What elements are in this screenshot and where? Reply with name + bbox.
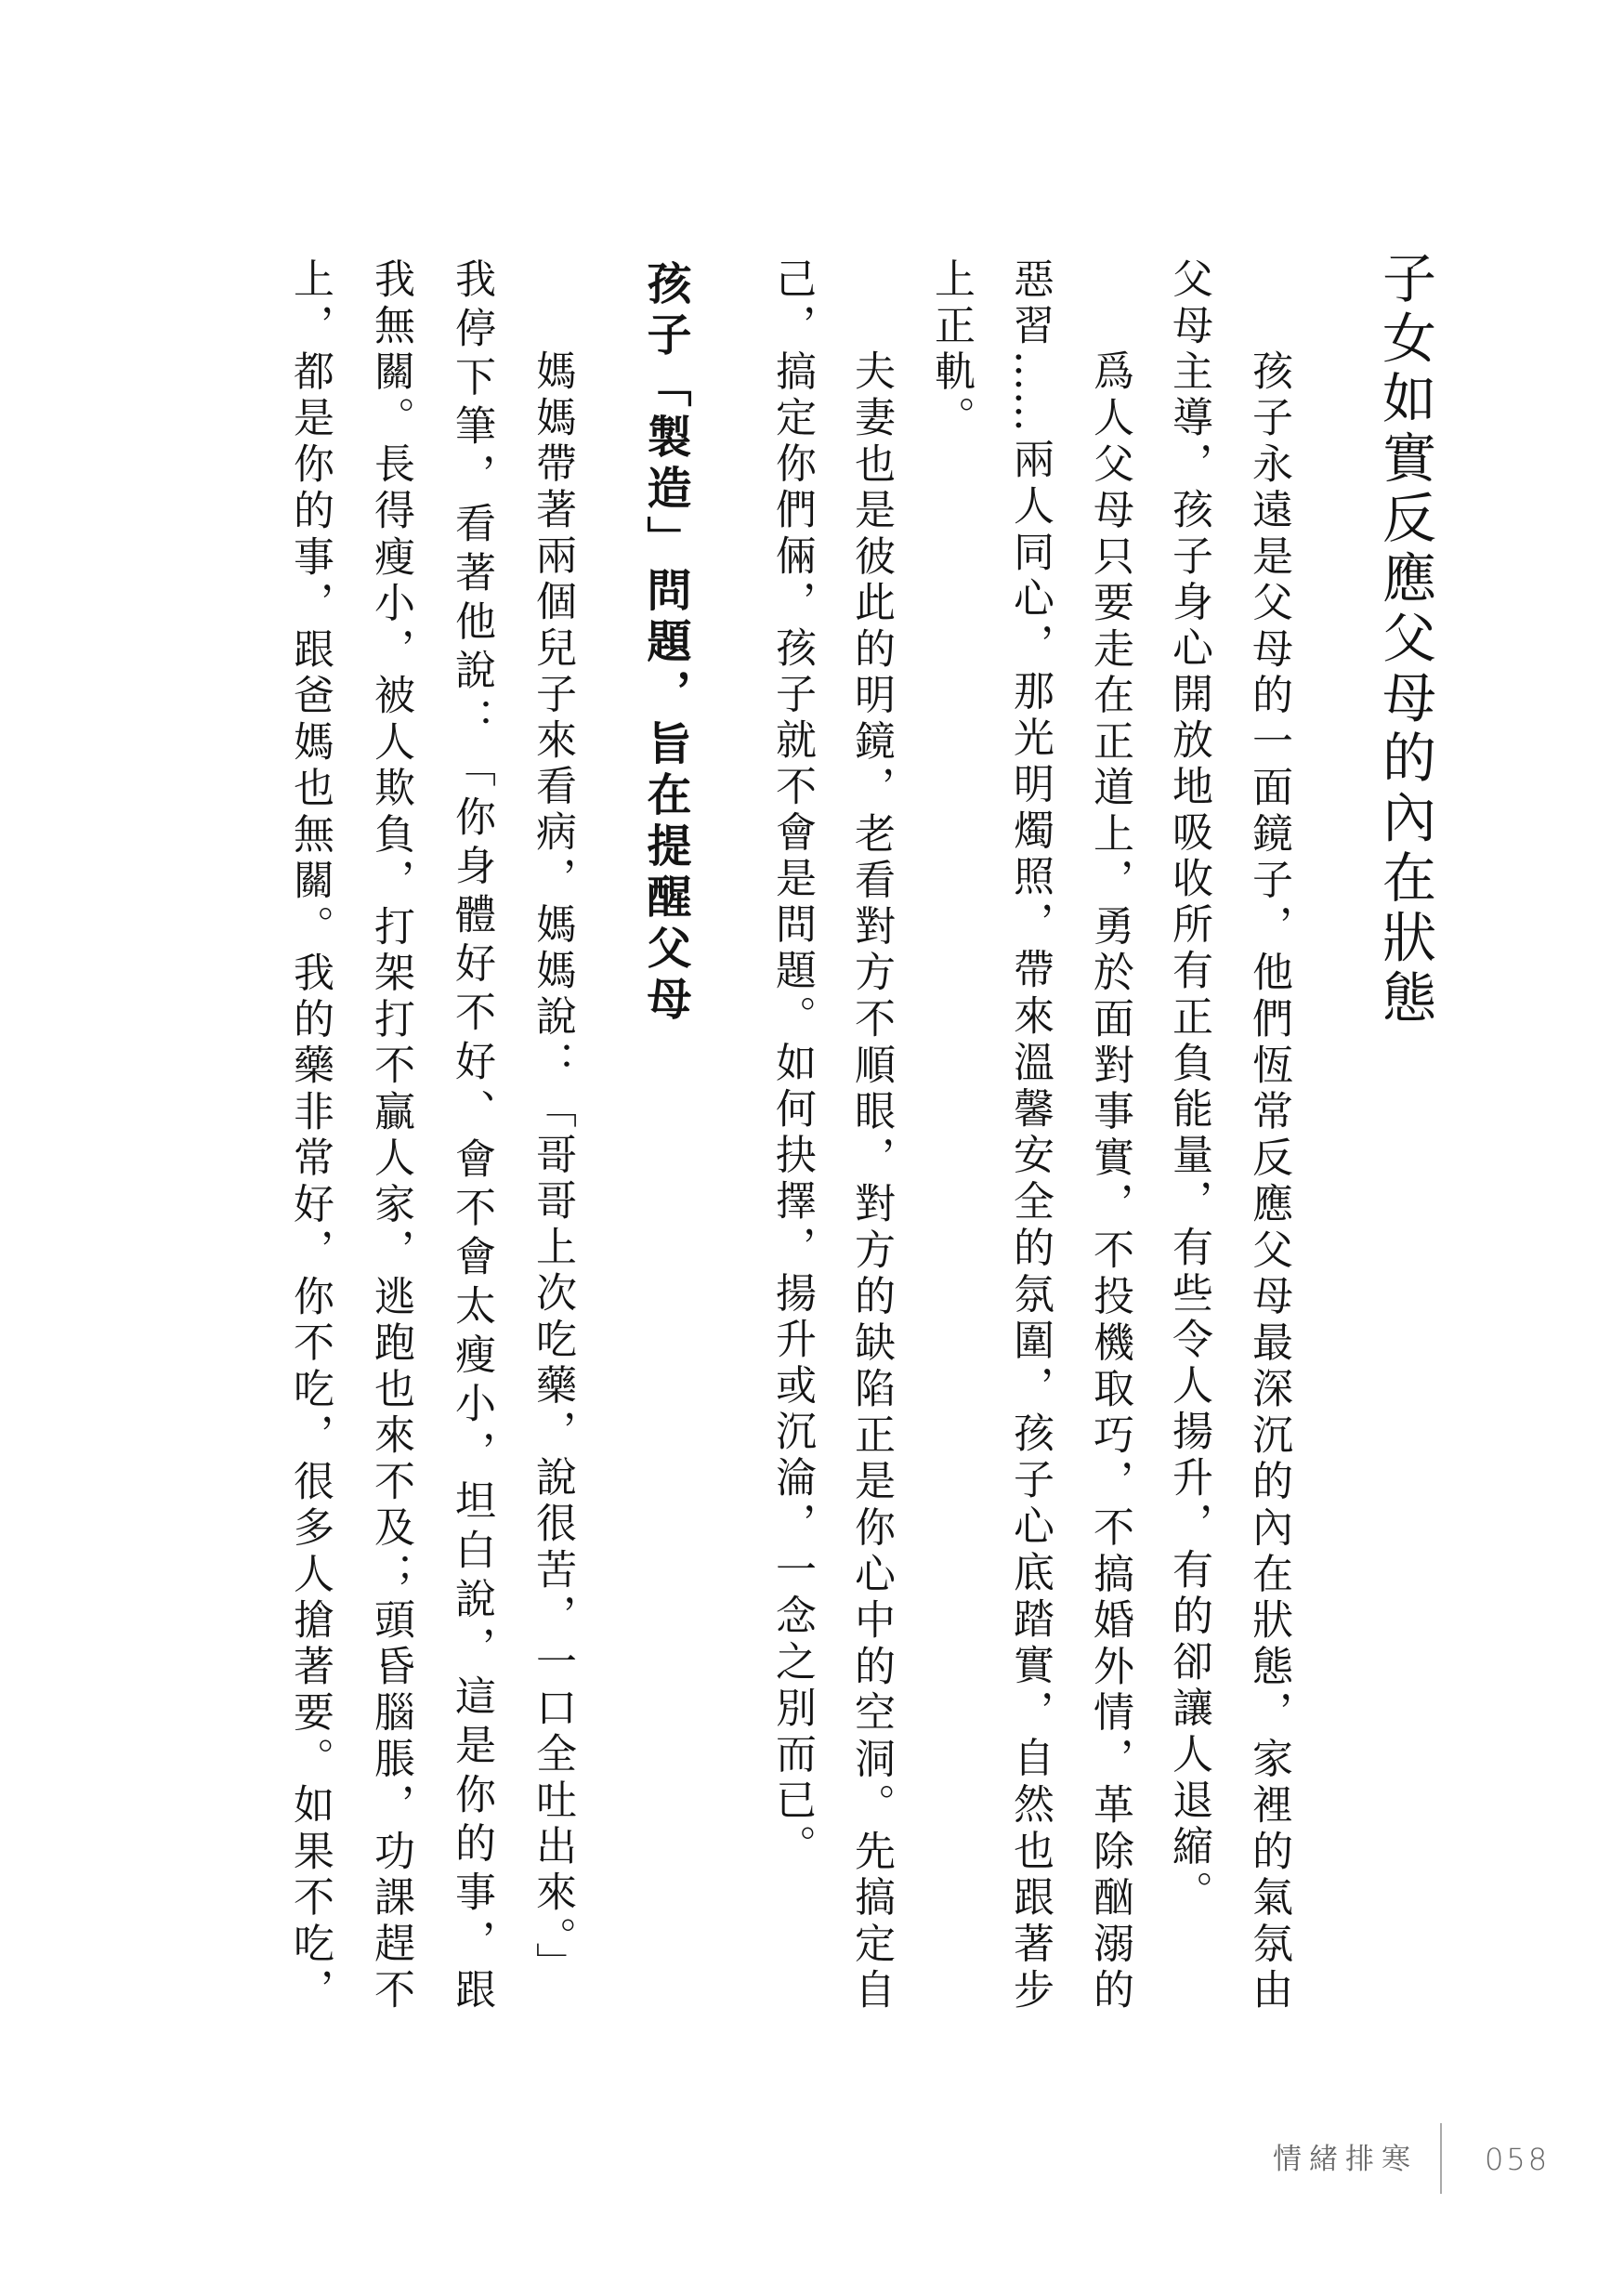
section-heading: 子女如實反應父母的內在狀態: [1373, 250, 1436, 1030]
paragraph-line: 孩子永遠是父母的一面鏡子，他們恆常反應父母最深沉的內在狀態，家裡的氣氛由: [1245, 349, 1292, 2009]
paragraph-line: 上，都是你的事，跟爸媽也無關。我的藥非常好，你不吃，很多人搶著要。如果不吃，: [286, 257, 334, 2009]
paragraph-line: 父母主導，孩子身心開放地吸收所有正負能量，有些令人揚升，有的卻讓人退縮。: [1165, 257, 1212, 1917]
paragraph-line: 爲人父母只要走在正道上，勇於面對事實，不投機取巧，不搞婚外情，革除酗溺的: [1086, 349, 1133, 2009]
paragraph-line: 我停下筆，看著他說：「你身體好不好、會不會太瘦小，坦白說，這是你的事，跟: [448, 257, 495, 2009]
paragraph-line: 我無關。長得瘦小，被人欺負，打架打不贏人家，逃跑也來不及；頭昏腦脹，功課趕不: [367, 257, 414, 2009]
paragraph-line: 上正軌。: [927, 257, 975, 442]
paragraph-line: 夫妻也是彼此的明鏡，老看對方不順眼，對方的缺陷正是你心中的空洞。先搞定自: [847, 349, 895, 2009]
running-title: 情緒排寒: [1273, 2143, 1418, 2176]
paragraph-line: 惡習……兩人同心，那光明燭照，帶來溫馨安全的氛圍，孩子心底踏實，自然也跟著步: [1006, 257, 1054, 2009]
footer-divider: [1440, 2123, 1442, 2194]
paragraph-line: 己，搞定你們倆，孩子就不會是問題。如何抉擇，揚升或沉淪，一念之別而已。: [768, 257, 816, 1870]
section-subheading: 孩子「製造」問題，旨在提醒父母: [639, 260, 691, 1027]
page-number: 058: [1485, 2142, 1551, 2177]
paragraph-line: 媽媽帶著兩個兒子來看病，媽媽說：「哥哥上次吃藥，說很苦，一口全吐出來。」: [529, 349, 576, 1988]
